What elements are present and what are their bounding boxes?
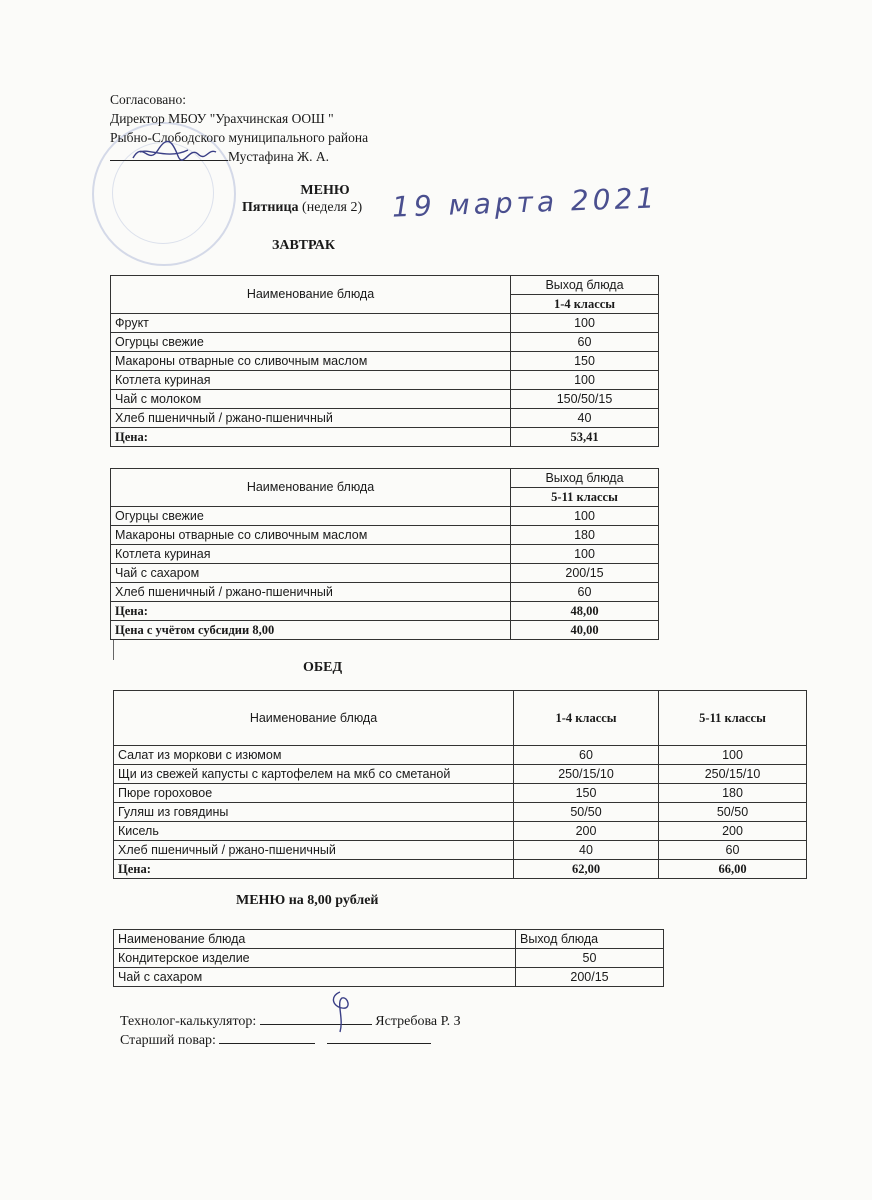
col-header-name: Наименование блюда bbox=[114, 930, 516, 949]
dish-output: 60 bbox=[511, 583, 659, 602]
dish-output: 180 bbox=[511, 526, 659, 545]
technologist-name: Ястребова Р. З bbox=[375, 1014, 461, 1029]
dish-name: Макароны отварные со сливочным маслом bbox=[111, 352, 511, 371]
dish-name: Пюре гороховое bbox=[114, 784, 514, 803]
menu-week: (неделя 2) bbox=[302, 200, 363, 215]
dish-output: 100 bbox=[511, 545, 659, 564]
cook-signature-blank-1 bbox=[219, 1030, 315, 1044]
approval-line-2: Директор МБОУ "Урахчинская ООШ " bbox=[110, 111, 334, 126]
table-row bbox=[114, 822, 807, 841]
table-row bbox=[111, 390, 659, 409]
dish-name: Чай с сахаром bbox=[111, 564, 511, 583]
subsidy-label: Цена с учётом субсидии 8,00 bbox=[111, 621, 511, 640]
price-row bbox=[111, 602, 659, 621]
subsidy-row bbox=[111, 621, 659, 640]
col-header-name: Наименование блюда bbox=[114, 691, 514, 746]
dish-output: 40 bbox=[511, 409, 659, 428]
dish-output: 100 bbox=[511, 371, 659, 390]
dish-name: Чай с сахаром bbox=[114, 968, 516, 987]
dish-name: Щи из свежей капусты с картофелем на мкб со сметаной bbox=[114, 765, 514, 784]
dish-output: 50 bbox=[516, 949, 664, 968]
dish-name: Хлеб пшеничный / ржано-пшеничный bbox=[114, 841, 514, 860]
col-header-name: Наименование блюда bbox=[111, 276, 511, 314]
dish-output-1-4: 60 bbox=[514, 746, 659, 765]
technologist-signature bbox=[322, 988, 362, 1036]
dish-output-5-11: 200 bbox=[659, 822, 807, 841]
table-row bbox=[114, 765, 807, 784]
breakfast-table-1-4 bbox=[110, 275, 659, 447]
cook-signature-blank-2 bbox=[327, 1030, 431, 1044]
dish-name: Чай с молоком bbox=[111, 390, 511, 409]
dish-name: Хлеб пшеничный / ржано-пшеничный bbox=[111, 409, 511, 428]
price-row bbox=[111, 428, 659, 447]
dish-output-5-11: 180 bbox=[659, 784, 807, 803]
dish-output: 150 bbox=[511, 352, 659, 371]
dish-output-5-11: 50/50 bbox=[659, 803, 807, 822]
dish-name: Гуляш из говядины bbox=[114, 803, 514, 822]
dish-output-1-4: 200 bbox=[514, 822, 659, 841]
menu8-title: МЕНЮ на 8,00 рублей bbox=[236, 893, 379, 908]
menu-title: МЕНЮ bbox=[300, 183, 350, 198]
cook-line bbox=[120, 1030, 431, 1049]
table-row bbox=[111, 545, 659, 564]
approval-line-1: Согласовано: bbox=[110, 92, 186, 107]
dish-output: 100 bbox=[511, 314, 659, 333]
table-row bbox=[111, 564, 659, 583]
table-row bbox=[111, 333, 659, 352]
dish-name: Котлета куриная bbox=[111, 545, 511, 564]
table-row bbox=[114, 841, 807, 860]
cook-label: Старший повар: bbox=[120, 1033, 216, 1048]
dish-output: 200/15 bbox=[511, 564, 659, 583]
dish-output-1-4: 50/50 bbox=[514, 803, 659, 822]
director-name: Мустафина Ж. А. bbox=[228, 149, 329, 164]
price-label: Цена: bbox=[111, 428, 511, 447]
price-value-1-4: 62,00 bbox=[514, 860, 659, 879]
table-row bbox=[111, 507, 659, 526]
menu-day: Пятница bbox=[242, 200, 299, 215]
table-row bbox=[114, 968, 664, 987]
dish-output-1-4: 40 bbox=[514, 841, 659, 860]
technologist-line bbox=[120, 1011, 461, 1030]
handwritten-date: 19 марта 2021 bbox=[391, 181, 659, 224]
table-row bbox=[111, 371, 659, 390]
dish-name: Кисель bbox=[114, 822, 514, 841]
breakfast-title: ЗАВТРАК bbox=[272, 238, 336, 253]
price-value-5-11: 66,00 bbox=[659, 860, 807, 879]
grade-header: 5-11 классы bbox=[511, 488, 659, 507]
price-label: Цена: bbox=[114, 860, 514, 879]
table-row bbox=[111, 583, 659, 602]
price-label: Цена: bbox=[111, 602, 511, 621]
dish-name: Котлета куриная bbox=[111, 371, 511, 390]
menu8-table bbox=[113, 929, 664, 987]
grade-header: 1-4 классы bbox=[511, 295, 659, 314]
price-value: 53,41 bbox=[511, 428, 659, 447]
technologist-label: Технолог-калькулятор: bbox=[120, 1014, 257, 1029]
dish-output: 150/50/15 bbox=[511, 390, 659, 409]
table-row bbox=[114, 803, 807, 822]
col-header-output: Выход блюда bbox=[511, 276, 659, 295]
approval-line-3: Рыбно-Слободского муниципального района bbox=[110, 130, 369, 145]
dish-name: Фрукт bbox=[111, 314, 511, 333]
dish-output-5-11: 60 bbox=[659, 841, 807, 860]
dish-output: 100 bbox=[511, 507, 659, 526]
price-row bbox=[114, 860, 807, 879]
col-header-output: Выход блюда bbox=[516, 930, 664, 949]
dish-name: Кондитерское изделие bbox=[114, 949, 516, 968]
col-header-name: Наименование блюда bbox=[111, 469, 511, 507]
dish-output-5-11: 250/15/10 bbox=[659, 765, 807, 784]
dish-name: Огурцы свежие bbox=[111, 507, 511, 526]
dish-output-1-4: 150 bbox=[514, 784, 659, 803]
lunch-title: ОБЕД bbox=[303, 660, 343, 675]
table-row bbox=[111, 409, 659, 428]
margin-rule bbox=[113, 640, 114, 660]
price-value: 48,00 bbox=[511, 602, 659, 621]
dish-name: Макароны отварные со сливочным маслом bbox=[111, 526, 511, 545]
col-header-output: Выход блюда bbox=[511, 469, 659, 488]
subsidy-value: 40,00 bbox=[511, 621, 659, 640]
dish-output-1-4: 250/15/10 bbox=[514, 765, 659, 784]
table-row bbox=[111, 314, 659, 333]
menu-day-line bbox=[242, 200, 362, 216]
dish-name: Салат из моркови с изюмом bbox=[114, 746, 514, 765]
table-row bbox=[114, 784, 807, 803]
table-row bbox=[114, 746, 807, 765]
table-row bbox=[111, 526, 659, 545]
table-row bbox=[114, 949, 664, 968]
col-header-grade-5-11: 5-11 классы bbox=[659, 691, 807, 746]
dish-output: 60 bbox=[511, 333, 659, 352]
lunch-table bbox=[113, 690, 807, 879]
dish-name: Огурцы свежие bbox=[111, 333, 511, 352]
dish-output-5-11: 100 bbox=[659, 746, 807, 765]
dish-output: 200/15 bbox=[516, 968, 664, 987]
dish-name: Хлеб пшеничный / ржано-пшеничный bbox=[111, 583, 511, 602]
breakfast-table-5-11 bbox=[110, 468, 659, 640]
director-signature bbox=[128, 138, 218, 168]
table-row bbox=[111, 352, 659, 371]
col-header-grade-1-4: 1-4 классы bbox=[514, 691, 659, 746]
